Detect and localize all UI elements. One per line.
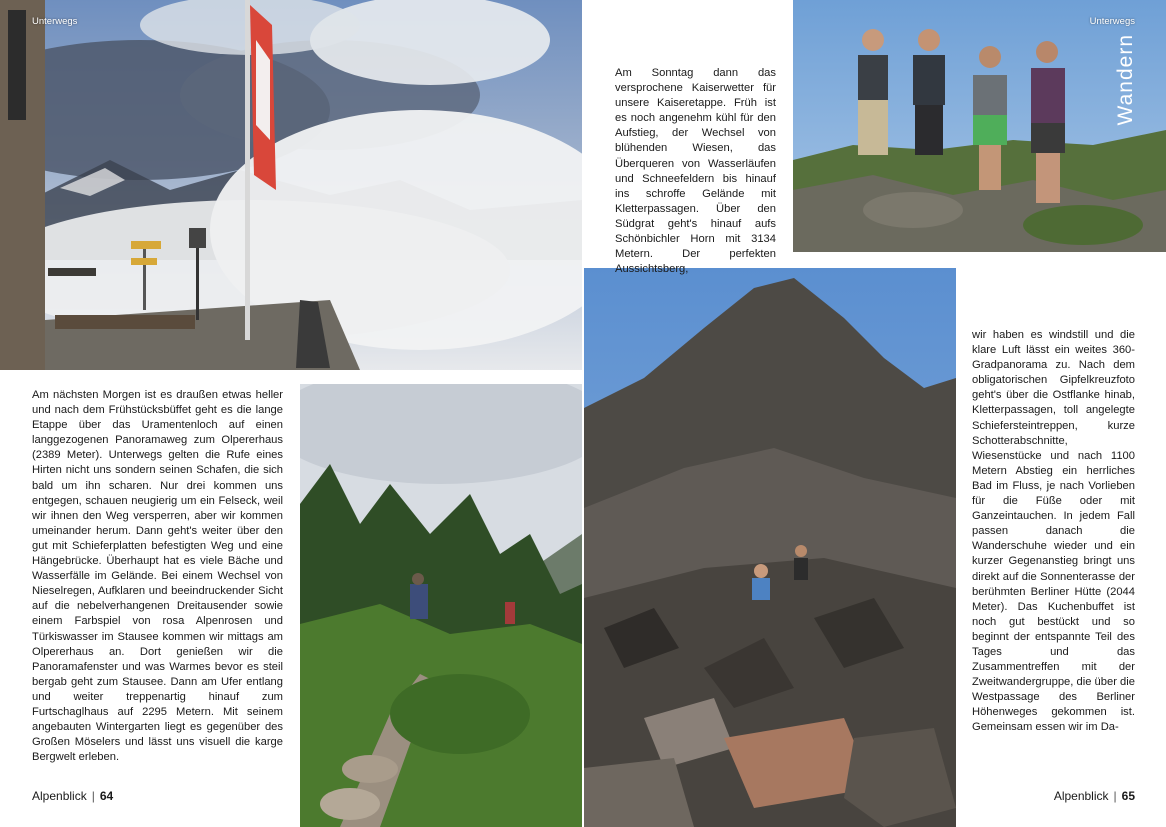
folio-right [1054, 789, 1135, 803]
article-text-left: Am nächsten Morgen ist es draußen etwas heller und nach dem Frühstücksbüffet geht es die lange Etappe über das Uramentenloch auf einen langgezogenen Panoramaweg zum Olpererhaus (2389 Meter). Unterwegs gelten die Rufe eines Hirten nicht uns sondern seinen Schafen, die sich bald um ihn scharen. Nur drei kommen uns entgegen, schauen neugierig um ein Felseck, weil wir ihnen den Weg versperren, aber wir kommen umeinander herum. Dann geht's weiter über den gut mit Schieferplatten befestigten Weg und eine Hängebrücke. Überhaupt hat es viele Bäche und Wasserfälle im Gelände. Bei einem Wechsel von Nieselregen, Aufklaren und beeindruckender Sicht auf die nebelverhangenen Dreitausender sowie einem Farbspiel von rosa Alpenrosen und Türkiswasser im Stausee kommen wir mittags am Olpererhaus an. Dort genießen wir die Panoramafenster und was Warmes bevor es steil bergab geht zum Stausee. Dann am Ufer entlang und weiter treppenartig hinauf zum Furtschaglhaus auf 2295 Metern. Mit seinem angebauten Wintergarten liegt es gegenüber des Großen Möselers und lässt uns visuell die karge Bergwelt erleben. [32, 389, 283, 764]
photo-rocky-scree-slope [584, 268, 956, 827]
section-label-right: Unterwegs [1089, 16, 1135, 27]
photo-forest-trail [300, 384, 582, 827]
page-number: 64 [99, 789, 114, 803]
folio-separator: | [91, 789, 95, 803]
folio-magazine-name: Alpenblick [1053, 789, 1109, 803]
section-title-vertical: Wandern [1114, 34, 1137, 126]
section-label-left: Unterwegs [32, 16, 78, 27]
folio-left [32, 789, 113, 803]
article-text-right-bottom: wir haben es windstill und die klare Luft lässt ein weites 360-Gradpanorama zu. Nach dem obligatorischen Gipfelkreuzfoto geht's über die Ostflanke hinab, Kletterpassagen, toll angelegte Schiefersteintreppen, kurze Schotterabschnitte, Wiesenstücke und nach 1100 Metern Abstieg ein herrliches Bad im Fluss, je nach Vorlieben für die Füße oder mit Ganzeintauchen. In jedem Fall passen danach die Wanderschuhe wieder und ein kurzer Gegenanstieg bringt uns direkt auf die Sonnenterasse der berühmten Berliner Hütte (2044 Meter). Das Kuchenbuffet ist noch gut bestückt und so beginnt der entspannte Teil des Tages und das Zusammentreffen mit der Zweitwandergruppe, die über die Westpassage des Berliner Höhenweges gekommen ist. Gemeinsam essen wir im Da- [972, 329, 1135, 734]
photo-hut-terrace-flag [0, 0, 582, 370]
folio-magazine-name: Alpenblick [32, 789, 87, 803]
photo-hikers-group [793, 0, 1166, 252]
folio-separator: | [1113, 789, 1117, 803]
page-number: 65 [1121, 789, 1135, 803]
article-text-right-top: Am Sonntag dann das versprochene Kaiserwetter für unsere Kaiseretappe. Früh ist es noch angenehm kühl für den Aufstieg, der Wechsel von blühenden Wiesen, das Überqueren von Wasserläufen und Schneefeldern bis hinauf ins schroffe Gelände mit Kletterpassagen. Über den Südgrat geht's hinauf aufs Schönbichler Horn mit 3134 Metern. Der perfekten Aussichtsberg, [615, 67, 776, 276]
